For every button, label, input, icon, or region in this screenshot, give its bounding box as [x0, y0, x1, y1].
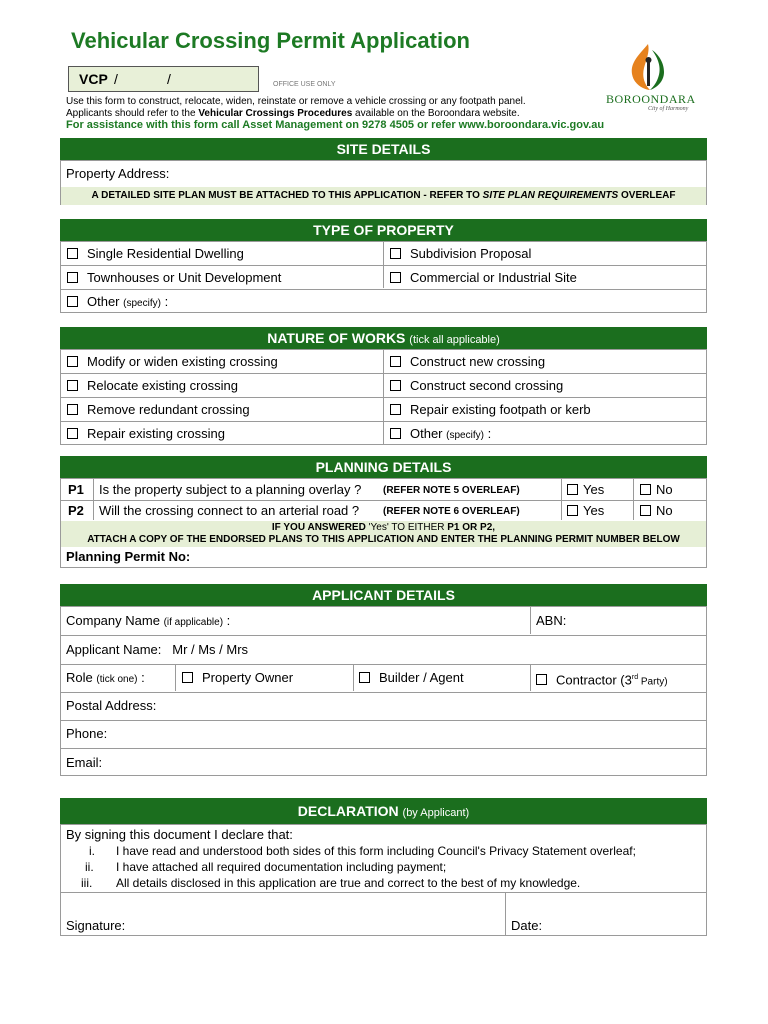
- office-use-label: OFFICE USE ONLY: [273, 81, 336, 88]
- site-details-heading: SITE DETAILS: [60, 138, 707, 160]
- no-option[interactable]: No: [640, 503, 673, 519]
- vcp-label: VCP: [79, 71, 108, 87]
- declaration-item: All details disclosed in this application are true and correct to the best of my knowledge.: [116, 876, 581, 890]
- boroondara-logo: [600, 40, 710, 115]
- question-text: Will the crossing connect to an arterial road ?: [99, 503, 360, 518]
- type-of-property-heading: TYPE OF PROPERTY: [60, 219, 707, 241]
- declaration-item-num: i.: [89, 844, 95, 858]
- declaration-heading: DECLARATION (by Applicant): [60, 798, 707, 824]
- checkbox[interactable]: [640, 484, 651, 495]
- property-option-other[interactable]: Other (specify) :: [67, 294, 168, 312]
- checkbox[interactable]: [390, 380, 401, 391]
- vcp-separator: /: [114, 71, 118, 87]
- site-plan-note: A DETAILED SITE PLAN MUST BE ATTACHED TO THIS APPLICATION - REFER TO SITE PLAN REQUIREMENTS OVERLEAF: [61, 187, 706, 205]
- question-text: Is the property subject to a planning overlay ?: [99, 482, 362, 497]
- works-option[interactable]: Relocate existing crossing: [67, 378, 238, 394]
- role-builder-agent[interactable]: Builder / Agent: [359, 670, 464, 686]
- applicant-name-label[interactable]: Applicant Name: Mr / Ms / Mrs: [66, 642, 249, 657]
- date-label[interactable]: Date:: [511, 918, 543, 933]
- yes-option[interactable]: Yes: [567, 503, 604, 519]
- declaration-item-num: iii.: [81, 876, 93, 890]
- planning-note: IF YOU ANSWERED 'Yes' TO EITHER P1 OR P2, ATTACH A COPY OF THE ENDORSED PLANS TO THIS APPLICATION AND ENTER THE PLANNING PERMIT NUMBER BELOW: [61, 521, 706, 547]
- logo-emblem-icon: [600, 40, 710, 96]
- intro-line: Applicants should refer to the Vehicular Crossings Procedures available on the Boroondara website.: [66, 108, 520, 119]
- checkbox[interactable]: [390, 404, 401, 415]
- company-name-label[interactable]: Company Name (if applicable) :: [66, 613, 231, 628]
- planning-details-table: [60, 478, 707, 568]
- applicant-details-heading: APPLICANT DETAILS: [60, 584, 707, 606]
- checkbox[interactable]: [390, 272, 401, 283]
- checkbox[interactable]: [390, 248, 401, 259]
- vcp-office-box: [68, 66, 259, 92]
- declaration-item: I have read and understood both sides of this form including Council's Privacy Statement overleaf;: [116, 844, 636, 858]
- checkbox[interactable]: [67, 296, 78, 307]
- phone-label[interactable]: Phone:: [66, 726, 108, 741]
- question-ref: (REFER NOTE 6 OVERLEAF): [383, 506, 520, 517]
- checkbox[interactable]: [67, 356, 78, 367]
- intro-line: Use this form to construct, relocate, widen, reinstate or remove a vehicle crossing or any footpath panel.: [66, 96, 526, 107]
- form-title: Vehicular Crossing Permit Application: [71, 28, 470, 53]
- question-id: P1: [68, 482, 84, 497]
- role-property-owner[interactable]: Property Owner: [182, 670, 293, 686]
- checkbox[interactable]: [67, 404, 78, 415]
- works-option[interactable]: Repair existing crossing: [67, 426, 225, 442]
- checkbox[interactable]: [390, 356, 401, 367]
- property-option[interactable]: Single Residential Dwelling: [67, 246, 244, 262]
- declaration-item-num: ii.: [85, 860, 94, 874]
- checkbox[interactable]: [67, 248, 78, 259]
- checkbox[interactable]: [536, 674, 547, 685]
- no-option[interactable]: No: [640, 482, 673, 498]
- checkbox[interactable]: [67, 272, 78, 283]
- site-details-table: [60, 160, 707, 205]
- yes-option[interactable]: Yes: [567, 482, 604, 498]
- checkbox[interactable]: [567, 484, 578, 495]
- logo-name: BOROONDARA: [606, 92, 696, 106]
- applicant-details-table: [60, 606, 707, 776]
- checkbox[interactable]: [359, 672, 370, 683]
- declaration-item: I have attached all required documentation including payment;: [116, 860, 447, 874]
- works-option[interactable]: Modify or widen existing crossing: [67, 354, 278, 370]
- type-of-property-table: [60, 241, 707, 313]
- checkbox[interactable]: [640, 505, 651, 516]
- postal-address-label[interactable]: Postal Address:: [66, 698, 157, 713]
- planning-permit-label: Planning Permit No:: [66, 549, 191, 564]
- declaration-table: [60, 824, 707, 936]
- vcp-separator: /: [167, 71, 171, 87]
- role-label: Role (tick one) :: [66, 670, 145, 685]
- works-option[interactable]: Construct new crossing: [390, 354, 545, 370]
- nature-of-works-table: [60, 349, 707, 445]
- checkbox[interactable]: [182, 672, 193, 683]
- question-ref: (REFER NOTE 5 OVERLEAF): [383, 485, 520, 496]
- property-option[interactable]: Townhouses or Unit Development: [67, 270, 281, 286]
- planning-details-heading: PLANNING DETAILS: [60, 456, 707, 478]
- checkbox[interactable]: [67, 380, 78, 391]
- declaration-intro: By signing this document I declare that:: [66, 827, 293, 842]
- works-option-other[interactable]: Other (specify) :: [390, 426, 491, 444]
- nature-of-works-heading: NATURE OF WORKS (tick all applicable): [60, 327, 707, 349]
- works-option[interactable]: Remove redundant crossing: [67, 402, 250, 418]
- checkbox[interactable]: [567, 505, 578, 516]
- checkbox[interactable]: [390, 428, 401, 439]
- property-option[interactable]: Commercial or Industrial Site: [390, 270, 577, 286]
- email-label[interactable]: Email:: [66, 755, 103, 770]
- question-id: P2: [68, 503, 84, 518]
- property-option[interactable]: Subdivision Proposal: [390, 246, 531, 262]
- checkbox[interactable]: [67, 428, 78, 439]
- role-contractor[interactable]: Contractor (3rd Party): [536, 670, 668, 690]
- signature-label[interactable]: Signature:: [66, 918, 126, 933]
- logo-tagline: City of Harmony: [648, 106, 689, 112]
- abn-label[interactable]: ABN:: [536, 613, 567, 628]
- property-address-label: Property Address:: [66, 166, 170, 181]
- works-option[interactable]: Construct second crossing: [390, 378, 563, 394]
- assistance-line: For assistance with this form call Asset Management on 9278 4505 or refer www.boroondara.vic.gov.au: [66, 119, 605, 131]
- works-option[interactable]: Repair existing footpath or kerb: [390, 402, 591, 418]
